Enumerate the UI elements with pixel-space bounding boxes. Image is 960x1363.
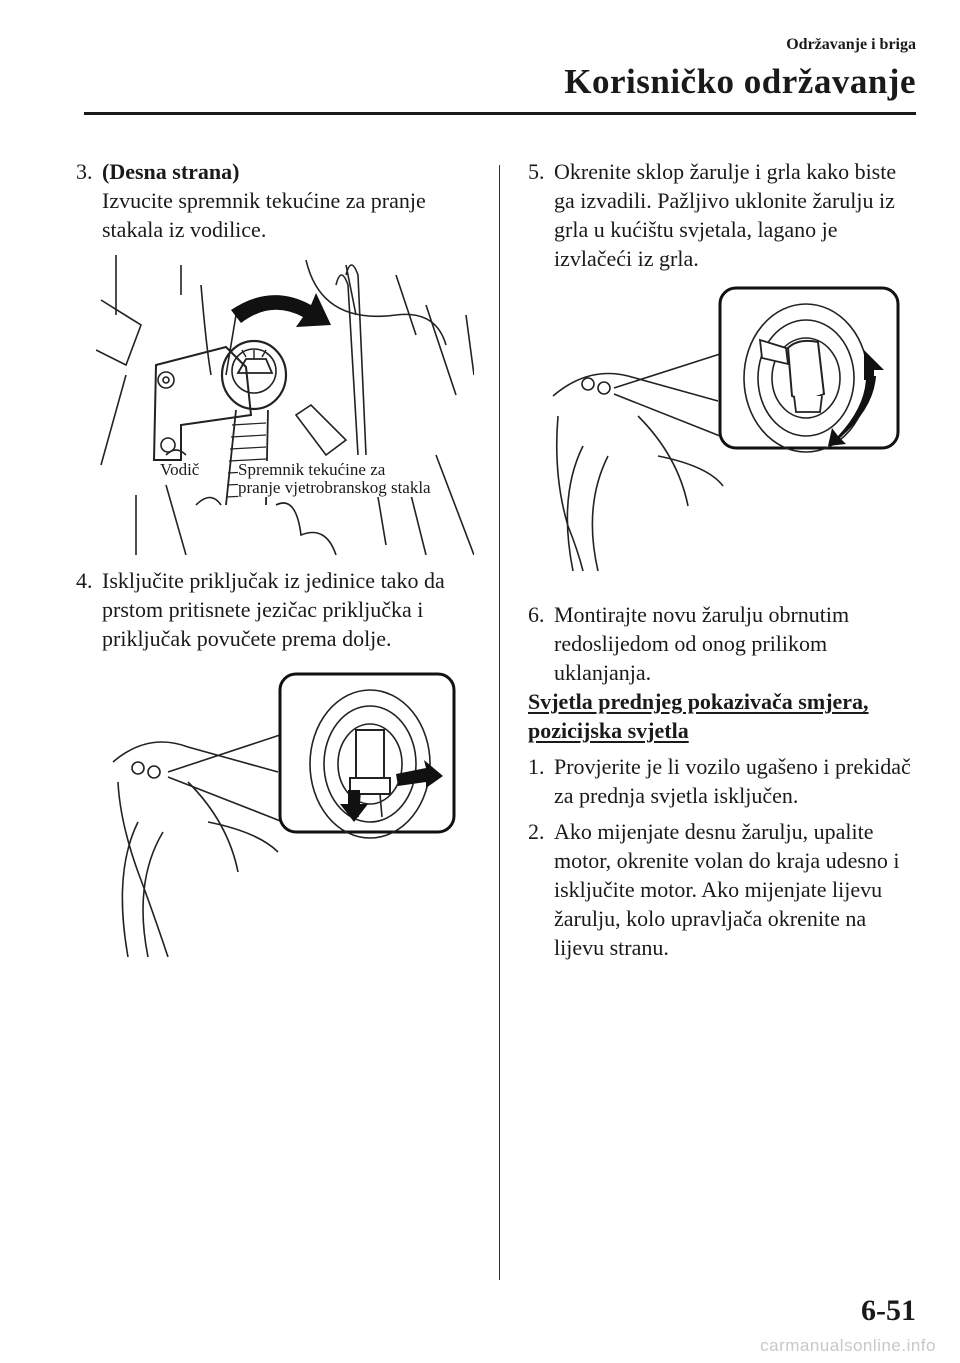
step-text: Izvucite spremnik tekućine za pranje stakala iz vodilice. <box>102 188 426 242</box>
label-tank-line1: Spremnik tekućine za <box>238 460 386 479</box>
page-number: 6-51 <box>861 1294 916 1327</box>
page-title: Korisničko održavanje <box>564 62 916 101</box>
figure-connector <box>108 672 458 957</box>
step-text: Isključite priključak iz jedinice tako da prstom pritisnete jezičac priključka i priključak povučete prema dolje. <box>102 568 445 651</box>
step-text: Provjerite je li vozilo ugašeno i prekidač za prednja svjetla isključen. <box>554 754 911 808</box>
figure-washer-tank <box>96 255 474 555</box>
step-6 <box>528 600 918 687</box>
step-2 <box>528 817 920 962</box>
step-text: Okrenite sklop žarulje i grla kako biste ga izvadili. Pažljivo uklonite žarulju iz grla u kućištu svjetala, lagano je izvlačeći iz grla. <box>554 159 897 271</box>
step-text: Ako mijenjate desnu žarulju, upalite motor, okrenite volan do kraja udesno i isključite motor. Ako mijenjate lijevu žarulju, kolo upravljača okrenite na lijevu stranu. <box>554 819 900 960</box>
step-5 <box>528 157 918 273</box>
step-number: 3. <box>76 159 93 184</box>
label-tank-line2: pranje vjetrobranskog stakla <box>238 478 431 497</box>
step-1 <box>528 752 918 810</box>
step-number: 4. <box>76 568 93 593</box>
step-number: 6. <box>528 602 545 627</box>
step-3 <box>76 157 476 244</box>
step-number: 1. <box>528 754 545 779</box>
header-rule <box>84 112 916 115</box>
step-number: 5. <box>528 159 545 184</box>
figure-bulb-removal <box>548 286 903 571</box>
watermark: carmanualsonline.info <box>760 1336 936 1355</box>
section-subtitle: Održavanje i briga <box>786 36 916 53</box>
label-tank <box>238 461 431 497</box>
label-guide: Vodič <box>160 460 200 479</box>
step-text: Montirajte novu žarulju obrnutim redoslijedom od onog prilikom uklanjanja. <box>554 602 850 685</box>
step-4 <box>76 566 476 653</box>
column-divider <box>499 165 500 1280</box>
step-number: 2. <box>528 819 545 844</box>
step-title: (Desna strana) <box>102 159 240 184</box>
section-heading: Svjetla prednjeg pokazivača smjera, pozicijska svjetla <box>528 689 869 743</box>
